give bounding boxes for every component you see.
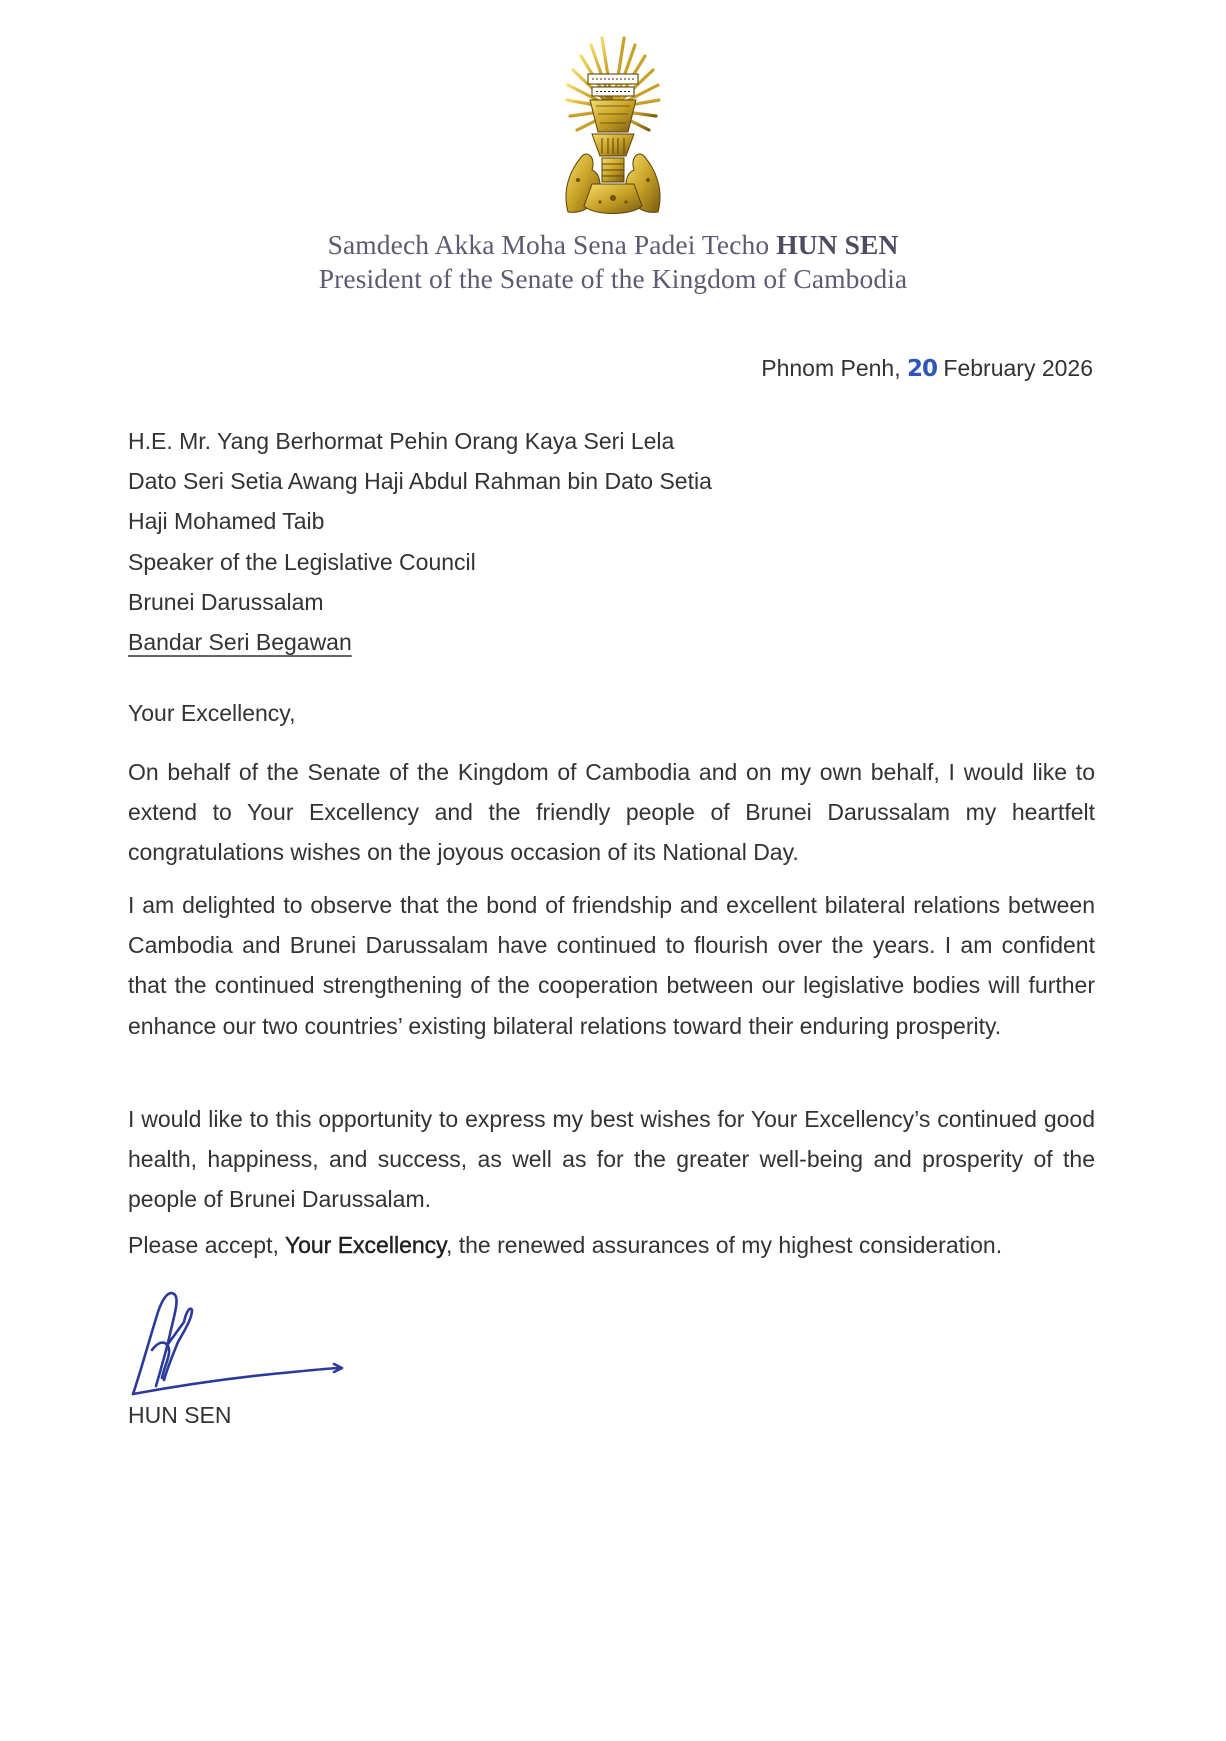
closing-emphasis: Your Excellency xyxy=(284,1232,446,1258)
body-paragraph: I would like to this opportunity to express my best wishes for Your Excellency’s continued good health, happiness, and success, as well as for the greater well-being and prosperity of the people of Brunei Darussalam. xyxy=(128,1106,1095,1213)
date-month-year: February 2026 xyxy=(943,355,1093,381)
closing-line xyxy=(128,1232,1002,1259)
letter-date xyxy=(761,355,1093,382)
recipient-address xyxy=(128,421,712,662)
senate-emblem-icon xyxy=(562,30,664,218)
letterhead-title xyxy=(0,229,1226,261)
closing-suffix: , the renewed assurances of my highest consideration. xyxy=(445,1232,1003,1258)
letterhead-subtitle: President of the Senate of the Kingdom of Cambodia xyxy=(318,263,908,294)
recipient-line: Speaker of the Legislative Council xyxy=(128,548,476,575)
letterhead-prefix: Samdech Akka Moha Sena Padei Techo xyxy=(327,229,770,260)
recipient-city: Bandar Seri Begawan xyxy=(128,629,352,656)
date-place: Phnom Penh, xyxy=(761,355,901,381)
body-paragraph: On behalf of the Senate of the Kingdom of Cambodia and on my own behalf, I would like to extend to Your Excellency and the friendly people of Brunei Darussalam my heartfelt congratulations wishes on the joyous occasion of its National Day. xyxy=(128,759,1095,866)
salutation: Your Excellency, xyxy=(128,700,296,726)
recipient-line: Dato Seri Setia Awang Haji Abdul Rahman bin Dato Setia xyxy=(128,468,712,495)
recipient-line: Haji Mohamed Taib xyxy=(128,508,325,535)
recipient-line: H.E. Mr. Yang Berhormat Pehin Orang Kaya Seri Lela xyxy=(128,428,675,454)
body-paragraph: I am delighted to observe that the bond of friendship and excellent bilateral relations between Cambodia and Brunei Darussalam have continued to flourish over the years. I am confident that the continued strengthening of the cooperation between our legislative bodies will further enhance our two countries’ existing bilateral relations toward their enduring prosperity. xyxy=(128,892,1095,1039)
closing-prefix: Please accept, xyxy=(128,1232,279,1258)
signatory-name: HUN SEN xyxy=(128,1402,232,1428)
letterhead-name: HUN SEN xyxy=(776,229,899,260)
recipient-line: Brunei Darussalam xyxy=(128,588,324,615)
date-day-handwritten: 20 xyxy=(907,356,938,382)
signature-icon xyxy=(128,1282,348,1400)
